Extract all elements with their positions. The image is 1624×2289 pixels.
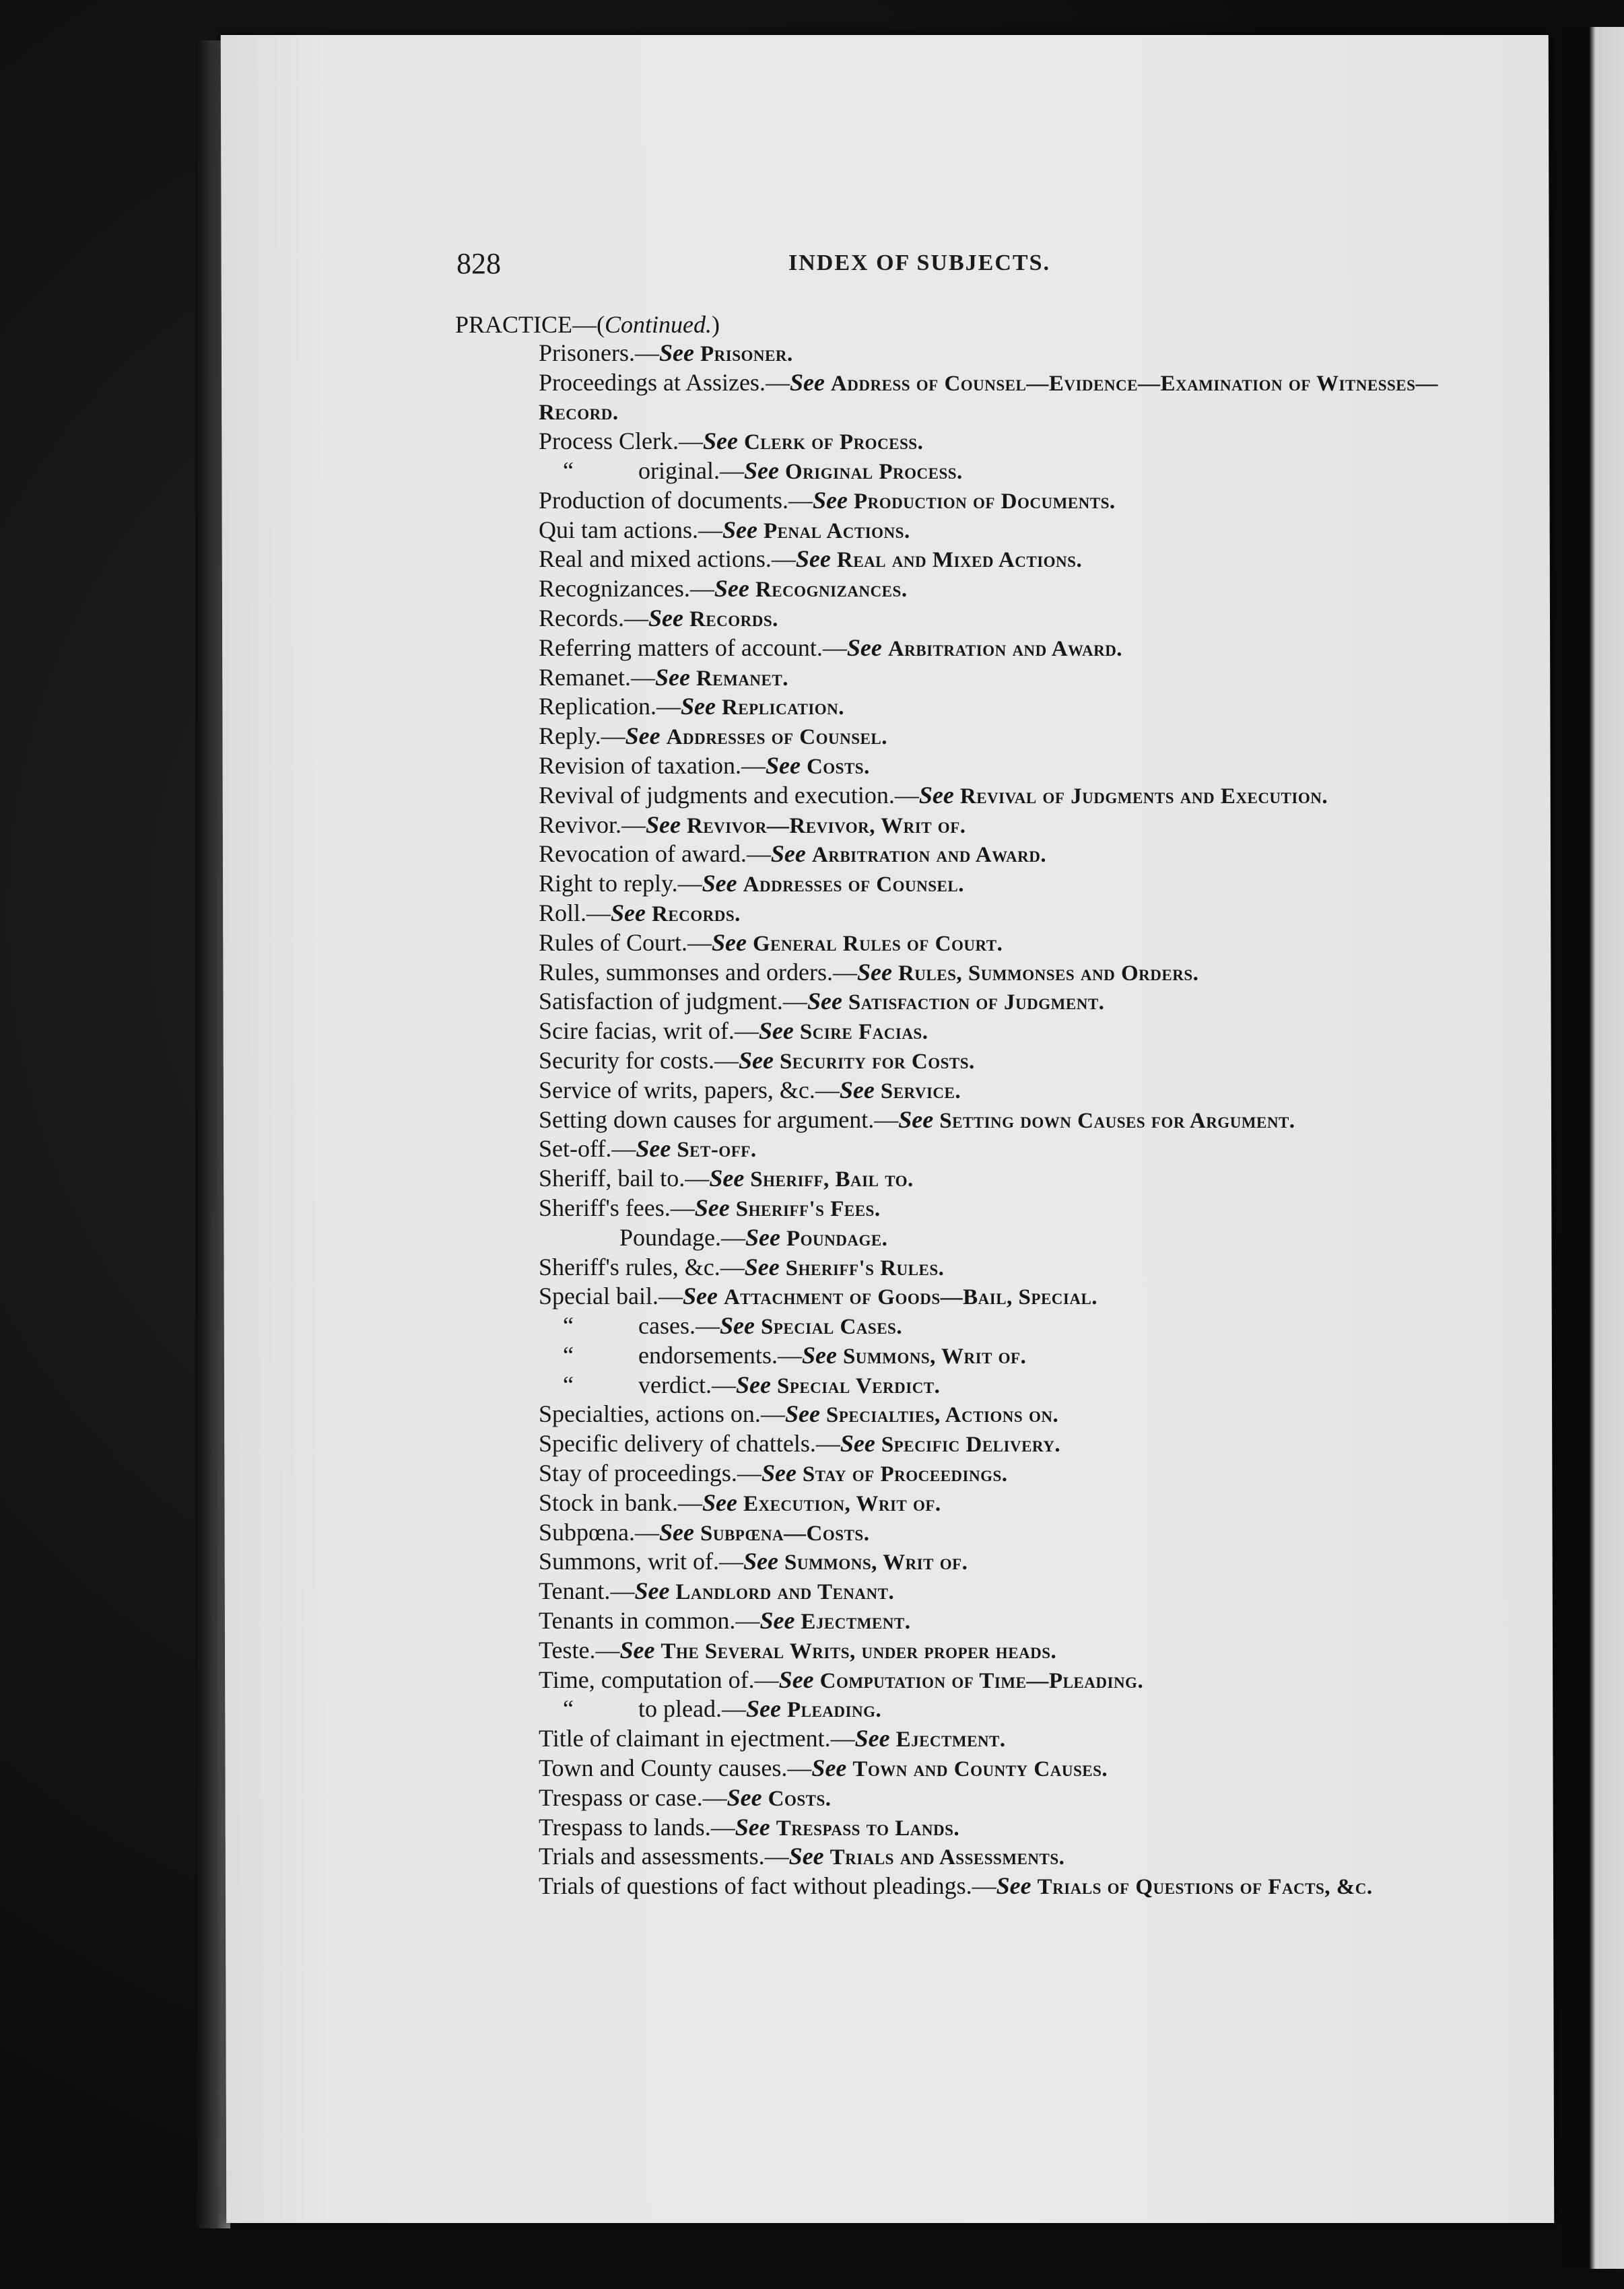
index-entry: [455, 840, 1445, 870]
entry-reference: Trials of Questions of Facts, &c.: [1037, 1875, 1373, 1900]
entry-reference: Security for Costs.: [779, 1049, 975, 1074]
entry-reference: Town and County Causes.: [852, 1757, 1108, 1782]
entry-reference: Remanet.: [696, 666, 788, 691]
index-entry: [455, 1872, 1445, 1902]
entry-term: Poundage.—: [619, 1223, 745, 1251]
entry-reference: Trials and Assessments.: [830, 1845, 1065, 1870]
see-label: See: [634, 1577, 670, 1605]
index-entry: [455, 1695, 1445, 1725]
see-label: See: [694, 1194, 730, 1221]
entry-reference: Summons, Writ of.: [842, 1344, 1027, 1369]
entry-reference: Set-off.: [677, 1138, 757, 1163]
entry-term: Rules, summonses and orders.—: [539, 958, 857, 986]
entry-reference: Original Process.: [784, 459, 963, 484]
see-label: See: [840, 1430, 875, 1458]
entry-term: Time, computation of.—: [539, 1666, 779, 1693]
entry-reference: Special Verdict.: [776, 1373, 941, 1398]
entry-reference: Landlord and Tenant.: [675, 1580, 895, 1605]
entry-reference: Records.: [689, 607, 778, 631]
entry-term: Security for costs.—: [539, 1046, 739, 1074]
see-label: See: [788, 1843, 824, 1870]
entry-term: Setting down causes for argument.—: [539, 1105, 899, 1133]
index-entry: [455, 1843, 1445, 1872]
entry-reference: Ejectment.: [895, 1728, 1006, 1752]
see-label: See: [761, 1460, 797, 1487]
entry-term: endorsements.—: [638, 1341, 802, 1369]
index-entry: [455, 1814, 1445, 1843]
see-label: See: [807, 988, 842, 1015]
entry-term: Stock in bank.—: [539, 1489, 702, 1516]
index-entry: [455, 428, 1445, 457]
index-entry: [455, 811, 1445, 841]
see-label: See: [811, 1754, 847, 1782]
index-entry: [455, 693, 1445, 722]
index-entry: [455, 1725, 1445, 1754]
index-entry: [455, 1047, 1445, 1077]
index-entry: [455, 545, 1445, 575]
entry-term: Process Clerk.—: [539, 428, 703, 455]
index-entry: [455, 369, 1445, 428]
heading-close: ): [712, 311, 720, 338]
index-entry: [455, 1283, 1445, 1312]
see-label: See: [722, 516, 757, 543]
index-entry: [455, 1254, 1445, 1283]
entry-reference: Production of Documents.: [853, 489, 1116, 514]
see-label: See: [918, 781, 954, 809]
see-label: See: [714, 575, 749, 603]
entry-reference: Revivor—Revivor, Writ of.: [686, 813, 966, 838]
see-label: See: [735, 1813, 770, 1841]
see-label: See: [839, 1076, 875, 1103]
entry-reference: Poundage.: [786, 1226, 888, 1251]
heading-separator: —(: [572, 311, 605, 338]
see-label: See: [778, 1666, 814, 1693]
see-label: See: [625, 722, 661, 750]
index-entry: [455, 899, 1445, 929]
index-entry: [455, 575, 1445, 605]
entry-reference: Trespass to Lands.: [776, 1816, 960, 1841]
see-label: See: [784, 1400, 820, 1428]
see-label: See: [735, 1371, 771, 1398]
index-entry: [455, 1784, 1445, 1814]
index-entry: [455, 1106, 1445, 1136]
entry-term: Remanet.—: [539, 663, 655, 691]
see-label: See: [759, 1607, 795, 1635]
see-label: See: [719, 1312, 755, 1340]
entry-reference: Subpœna—Costs.: [700, 1521, 870, 1546]
see-label: See: [854, 1725, 890, 1752]
index-entry: [455, 487, 1445, 516]
see-label: See: [659, 339, 694, 366]
facing-page-edge: [1561, 27, 1624, 2269]
see-label: See: [611, 899, 646, 926]
entry-term: Recognizances.—: [539, 575, 714, 603]
index-entry: [455, 1017, 1445, 1047]
entry-term: verdict.—: [638, 1371, 736, 1398]
see-label: See: [726, 1783, 762, 1811]
see-label: See: [712, 928, 747, 956]
entry-term: Set-off.—: [539, 1135, 636, 1163]
see-label: See: [856, 958, 892, 986]
entry-term: to plead.—: [638, 1695, 746, 1723]
entry-term: Stay of proceedings.—: [539, 1460, 762, 1487]
see-label: See: [996, 1872, 1031, 1900]
see-label: See: [812, 486, 848, 514]
section-heading: [455, 311, 1445, 339]
index-entry: [455, 1637, 1445, 1666]
entry-term: Trespass or case.—: [539, 1783, 727, 1811]
heading-continued: Continued.: [605, 311, 712, 338]
entry-term: Scire facias, writ of.—: [539, 1017, 759, 1045]
entry-term: Trespass to lands.—: [539, 1813, 735, 1841]
entry-term: Right to reply.—: [539, 870, 702, 897]
index-entry: [455, 1312, 1445, 1342]
entry-term: Revision of taxation.—: [539, 751, 766, 779]
index-entry: [455, 988, 1445, 1017]
entry-term: Specialties, actions on.—: [539, 1400, 785, 1428]
see-label: See: [648, 604, 683, 631]
entry-reference: Summons, Writ of.: [784, 1550, 968, 1575]
see-label: See: [801, 1341, 837, 1369]
index-entry: [455, 339, 1445, 369]
entry-reference: Computation of Time—Pleading.: [819, 1668, 1144, 1693]
entry-reference: Specialties, Actions on.: [825, 1403, 1059, 1428]
index-entry: [455, 1400, 1445, 1430]
entry-term: Prisoners.—: [539, 339, 659, 366]
entry-reference: Revival of Judgments and Execution.: [959, 784, 1328, 809]
entry-term: Referring matters of account.—: [539, 634, 847, 661]
entry-term: Replication.—: [539, 693, 681, 720]
page-number: 828: [456, 247, 501, 280]
index-entry: [455, 605, 1445, 634]
entry-reference: Specific Delivery.: [881, 1433, 1061, 1458]
entry-reference: Rules, Summonses and Orders.: [898, 961, 1199, 986]
index-entry: [455, 1754, 1445, 1784]
entry-term: Sheriff's rules, &c.—: [539, 1253, 745, 1280]
entry-reference: Replication.: [721, 695, 845, 720]
entry-term: Sheriff's fees.—: [539, 1194, 695, 1221]
heading-title: PRACTICE: [455, 311, 573, 338]
entry-term: cases.—: [638, 1312, 720, 1340]
index-entry: [455, 1371, 1445, 1401]
entry-term: Roll.—: [539, 899, 611, 926]
entry-reference: Service.: [880, 1079, 961, 1103]
entry-reference: Pleading.: [786, 1698, 882, 1723]
entry-reference: Execution, Writ of.: [743, 1491, 941, 1516]
entry-reference: Sheriff, Bail to.: [750, 1167, 914, 1192]
entry-reference: Arbitration and Award.: [811, 843, 1047, 868]
see-label: See: [682, 1283, 718, 1310]
entry-term: Proceedings at Assizes.—: [539, 368, 790, 396]
entry-reference: Setting down Causes for Argument.: [939, 1108, 1295, 1133]
page-header: [456, 246, 1507, 287]
ditto-mark: “: [563, 1341, 574, 1369]
entry-term: Teste.—: [539, 1636, 620, 1664]
index-entry: [455, 1548, 1445, 1577]
see-label: See: [846, 634, 882, 661]
index-entries: [455, 339, 1445, 1902]
index-entry: [455, 457, 1445, 487]
index-entry: [455, 929, 1445, 959]
index-entry: [455, 722, 1445, 752]
index-entry: [455, 870, 1445, 899]
index-entry: [455, 634, 1445, 664]
index-entry: [455, 1224, 1445, 1254]
entry-reference: The Several Writs, under proper heads.: [661, 1639, 1057, 1664]
entry-reference: Ejectment.: [801, 1610, 911, 1635]
entry-reference: Costs.: [806, 754, 870, 779]
entry-reference: Satisfaction of Judgment.: [848, 990, 1105, 1015]
see-label: See: [898, 1105, 934, 1133]
see-label: See: [654, 663, 690, 691]
index-entry: [455, 1460, 1445, 1489]
see-label: See: [619, 1636, 655, 1664]
ditto-mark: “: [563, 1371, 574, 1398]
index-entry: [455, 1607, 1445, 1637]
entry-reference: Costs.: [768, 1786, 832, 1811]
see-label: See: [636, 1135, 671, 1163]
index-entry: [455, 959, 1445, 988]
entry-reference: Clerk of Process.: [743, 430, 924, 455]
see-label: See: [795, 545, 831, 573]
entry-term: Tenants in common.—: [539, 1607, 760, 1635]
see-label: See: [765, 751, 801, 779]
see-label: See: [743, 456, 779, 484]
entry-reference: Scire Facias.: [799, 1020, 928, 1045]
see-label: See: [702, 428, 738, 455]
see-label: See: [709, 1165, 745, 1192]
entry-reference: Stay of Proceedings.: [802, 1462, 1008, 1487]
entry-term: Summons, writ of.—: [539, 1548, 744, 1575]
entry-reference: Real and Mixed Actions.: [836, 548, 1083, 573]
entry-reference: Attachment of Goods—Bail, Special.: [723, 1285, 1098, 1310]
entry-reference: Arbitration and Award.: [887, 636, 1123, 661]
index-entry: [455, 1165, 1445, 1194]
entry-reference: General Rules of Court.: [752, 931, 1003, 956]
see-label: See: [702, 1489, 737, 1516]
entry-term: Subpœna.—: [539, 1518, 659, 1546]
see-label: See: [789, 368, 825, 396]
entry-term: Revival of judgments and execution.—: [539, 781, 919, 809]
entry-reference: Addresses of Counsel.: [666, 725, 887, 750]
ditto-mark: “: [563, 1312, 574, 1340]
index-entry: [455, 1489, 1445, 1519]
entry-reference: Addresses of Counsel.: [743, 873, 964, 897]
entry-term: Rules of Court.—: [539, 928, 712, 956]
entry-term: Sheriff, bail to.—: [539, 1165, 710, 1192]
see-label: See: [702, 870, 737, 897]
index-entry: [455, 1342, 1445, 1371]
entry-reference: Records.: [652, 901, 741, 926]
running-head: INDEX OF SUBJECTS.: [788, 250, 1050, 275]
entry-term: Revivor.—: [539, 811, 646, 838]
entry-term: Trials and assessments.—: [539, 1843, 789, 1870]
entry-term: Satisfaction of judgment.—: [539, 988, 807, 1015]
index-entry: [455, 752, 1445, 782]
entry-term: Qui tam actions.—: [539, 516, 722, 543]
entry-reference: Penal Actions.: [763, 518, 910, 543]
entry-term: Real and mixed actions.—: [539, 545, 796, 573]
index-entry: [455, 1430, 1445, 1460]
see-label: See: [659, 1518, 694, 1546]
see-label: See: [745, 1695, 781, 1723]
entry-reference: Sheriff's Fees.: [735, 1196, 881, 1221]
see-label: See: [770, 840, 806, 868]
entry-term: Production of documents.—: [539, 486, 813, 514]
index-entry: [455, 664, 1445, 693]
see-label: See: [745, 1223, 780, 1251]
index-entry: [455, 1666, 1445, 1696]
entry-term: Trials of questions of fact without pleadings.—: [539, 1872, 996, 1900]
entry-term: Title of claimant in ejectment.—: [539, 1725, 855, 1752]
see-label: See: [758, 1017, 794, 1045]
index-content: [455, 311, 1445, 1902]
entry-reference: Sheriff's Rules.: [785, 1256, 945, 1280]
see-label: See: [744, 1253, 780, 1280]
see-label: See: [646, 811, 681, 838]
see-label: See: [743, 1548, 778, 1575]
index-entry: [455, 1577, 1445, 1607]
index-entry: [455, 782, 1445, 811]
entry-term: Specific delivery of chattels.—: [539, 1430, 840, 1458]
index-entry: [455, 1135, 1445, 1165]
entry-term: Tenant.—: [539, 1577, 635, 1605]
entry-term: Service of writs, papers, &c.—: [539, 1076, 840, 1103]
see-label: See: [680, 693, 716, 720]
ditto-mark: “: [563, 456, 574, 484]
entry-term: Town and County causes.—: [539, 1754, 812, 1782]
see-label: See: [738, 1046, 774, 1074]
entry-term: Revocation of award.—: [539, 840, 771, 868]
entry-reference: Recognizances.: [755, 578, 908, 603]
entry-term: Special bail.—: [539, 1283, 683, 1310]
entry-reference: Prisoner.: [700, 341, 793, 366]
entry-term: Records.—: [539, 604, 648, 631]
entry-reference: Special Cases.: [760, 1315, 903, 1340]
index-entry: [455, 1519, 1445, 1548]
index-entry: [455, 1077, 1445, 1106]
index-entry: [455, 516, 1445, 546]
entry-reference: Address of Counsel—Evidence—Examination of Witnesses—Record.: [539, 371, 1438, 425]
index-entry: [455, 1194, 1445, 1224]
entry-term: Reply.—: [539, 722, 625, 750]
entry-term: original.—: [638, 456, 744, 484]
ditto-mark: “: [563, 1695, 574, 1723]
